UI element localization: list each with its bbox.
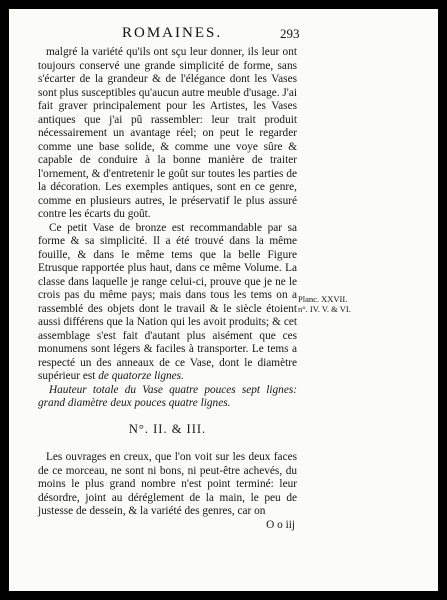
signature-mark: O o iij bbox=[266, 518, 295, 531]
paragraph-3-dimensions: Hauteur totale du Vase quatre pouces sept lignes: grand diamètre deux pouces quatre lignes. bbox=[38, 383, 297, 409]
margin-note-line-2: n°. IV. V. & VI. bbox=[298, 304, 351, 314]
paragraph-2-italic-end: de quatorze lignes. bbox=[98, 370, 184, 382]
page-header bbox=[9, 25, 438, 43]
paragraph-2 bbox=[38, 222, 297, 384]
paragraph-2-text: Ce petit Vase de bronze est recommandable par sa forme & sa simplicité. Il a été trouvé dans la même fouille, & dans le même tems que la belle Figure Etrusque rapportée plus haut, dans ce même Volume. La classe dans laquelle je range celui-ci, prouve que je ne le crois pas du même pays; mais dans tous les tems on a rassemblé des objets dont le travail & le siècle étoient aussi différens que la Nation qui les avoit produits; & cet assemblage s'est fait d'autant plus aisément que ces monumens sont légers & faciles à transporter. Le tems a respecté un des anneaux de ce Vase, dont le diamètre supérieur est bbox=[38, 221, 297, 382]
section-heading: N°. II. & III. bbox=[128, 421, 207, 436]
paragraph-1: malgré la variété qu'ils ont sçu leur donner, ils leur ont toujours conservé une grande simplicité de forme, sans s'écarter de la grandeur & de l'élégance dont les Vases sont plus susceptibles qu'aucun autre meuble d'usage. J'ai fait graver principalement pour les Artistes, les Vases antiques que j'ai pû rassembler: leur trait produit nécessairement un avantage réel; on peut le regarder comme une base solide, & comme une voye sûre & capable de conduire à la bonne manière de traiter l'ornement, & d'entretenir le goût sur toutes les parties de la décoration. Les exemples antiques, sont en ce genre, comme en plusieurs autres, le préservatif le plus assuré contre les écarts du goût. bbox=[38, 46, 297, 220]
paragraph-4: Les ouvrages en creux, que l'on voit sur les deux faces de ce morceau, ne sont ni bons, ni peut-être achevés, du moins le plus grand nombre n'est point terminé: leur désordre, joint au déréglement de la main, le peu de justesse de dessein, & la variété des genres, car on bbox=[38, 451, 297, 517]
page-number: 293 bbox=[280, 26, 300, 41]
main-text-column bbox=[38, 46, 297, 532]
margin-note bbox=[298, 294, 433, 314]
margin-note-line-1: Planc. XXVII. bbox=[298, 294, 348, 304]
book-page bbox=[9, 9, 438, 591]
running-title: ROMAINES. bbox=[122, 25, 223, 41]
